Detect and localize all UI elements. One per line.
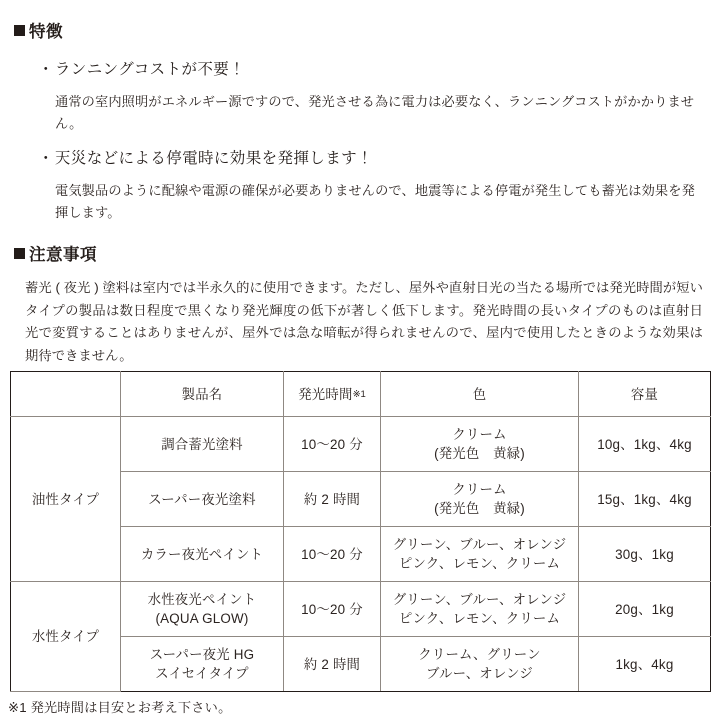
cell-product-name: スーパー夜光塗料 [121, 472, 284, 527]
cell-color-line1: クリーム [452, 482, 507, 497]
table-header-row [11, 372, 711, 417]
cell-color-line2: ピンク、レモン、クリーム [398, 556, 561, 571]
feature-bullet-1-body: 通常の室内照明がエネルギー源ですので、発光させる為に電力は必要なく、ランニングコストがかかりません。 [55, 94, 695, 131]
cell-color [381, 582, 579, 637]
cell-capacity: 1kg、4kg [579, 637, 711, 692]
type-cell-water-based: 水性タイプ [11, 582, 121, 692]
cell-capacity: 20g、1kg [579, 582, 711, 637]
cell-glow-time: 10〜20 分 [284, 582, 381, 637]
cell-capacity: 10g、1kg、4kg [579, 417, 711, 472]
table-row [11, 582, 711, 637]
cell-capacity: 15g、1kg、4kg [579, 472, 711, 527]
cell-color-line1: グリーン、ブルー、オレンジ [392, 537, 567, 552]
square-bullet-icon [14, 248, 25, 259]
middle-dot-icon: ・ [38, 61, 54, 78]
cell-glow-time: 10〜20 分 [284, 417, 381, 472]
header-cell-capacity: 容量 [579, 372, 711, 417]
feature-bullet-2 [38, 146, 373, 168]
header-cell-type [11, 372, 121, 417]
cell-color-line1: クリーム、グリーン [418, 647, 541, 662]
section-heading-notes [14, 241, 97, 265]
feature-bullet-1-title: ランニングコストが不要！ [54, 61, 246, 78]
section-heading-notes-label: 注意事項 [29, 246, 97, 264]
middle-dot-icon: ・ [38, 150, 54, 167]
cell-product-name [121, 582, 284, 637]
cell-color-line1: クリーム [452, 427, 507, 442]
cell-color-line2: ブルー、オレンジ [426, 666, 533, 681]
feature-bullet-2-body: 電気製品のように配線や電源の確保が必要ありませんので、地震等による停電が発生しても蓄光は効果を発揮します。 [55, 183, 695, 220]
cell-color [381, 637, 579, 692]
cell-color-line2: (発光色 黄緑) [434, 446, 525, 461]
specification-table [10, 371, 711, 692]
table-row [11, 417, 711, 472]
cell-glow-time: 約 2 時間 [284, 637, 381, 692]
cell-product-name-line2: (AQUA GLOW) [155, 611, 249, 626]
cell-color [381, 527, 579, 582]
cell-color-line2: (発光色 黄緑) [434, 501, 525, 516]
header-cell-color: 色 [381, 372, 579, 417]
cell-color [381, 472, 579, 527]
section-heading-features [14, 18, 63, 42]
section-heading-features-label: 特徴 [29, 23, 63, 41]
cell-product-name: 調合蓄光塗料 [121, 417, 284, 472]
table-footnote: ※1 発光時間は目安とお考え下さい。 [8, 700, 232, 715]
cell-color-line1: グリーン、ブルー、オレンジ [392, 592, 567, 607]
header-glow-time-label: 発光時間 [298, 386, 353, 402]
feature-bullet-2-title: 天災などによる停電時に効果を発揮します！ [54, 150, 373, 167]
cell-product-name [121, 637, 284, 692]
cell-color [381, 417, 579, 472]
square-bullet-icon [14, 25, 25, 36]
cell-glow-time: 10〜20 分 [284, 527, 381, 582]
cell-capacity: 30g、1kg [579, 527, 711, 582]
cell-product-name-line1: スーパー夜光 HG [149, 647, 255, 662]
header-cell-glow-time [284, 372, 381, 417]
cell-product-name: カラー夜光ペイント [121, 527, 284, 582]
cell-product-name-line2: スイセイタイプ [155, 666, 249, 681]
type-cell-oil-based: 油性タイプ [11, 417, 121, 582]
cell-product-name-line1: 水性夜光ペイント [147, 592, 257, 607]
cell-glow-time: 約 2 時間 [284, 472, 381, 527]
notes-body-text: 蓄光 ( 夜光 ) 塗料は室内では半永久的に使用できます。ただし、屋外や直射日光の当たる場所では発光時間が短いタイプの製品は数日程度で黒くなり発光輝度の低下が著しく低下します。発光時間の長いタイプのものは直射日光で変質することはありませんが、屋外では急な暗転が得られませんので、屋内で使用したときのような効果は期待できません。 [25, 280, 703, 363]
header-cell-product-name: 製品名 [121, 372, 284, 417]
cell-color-line2: ピンク、レモン、クリーム [398, 611, 561, 626]
feature-bullet-1 [38, 57, 245, 79]
header-glow-time-footnote-ref: ※1 [352, 388, 366, 400]
